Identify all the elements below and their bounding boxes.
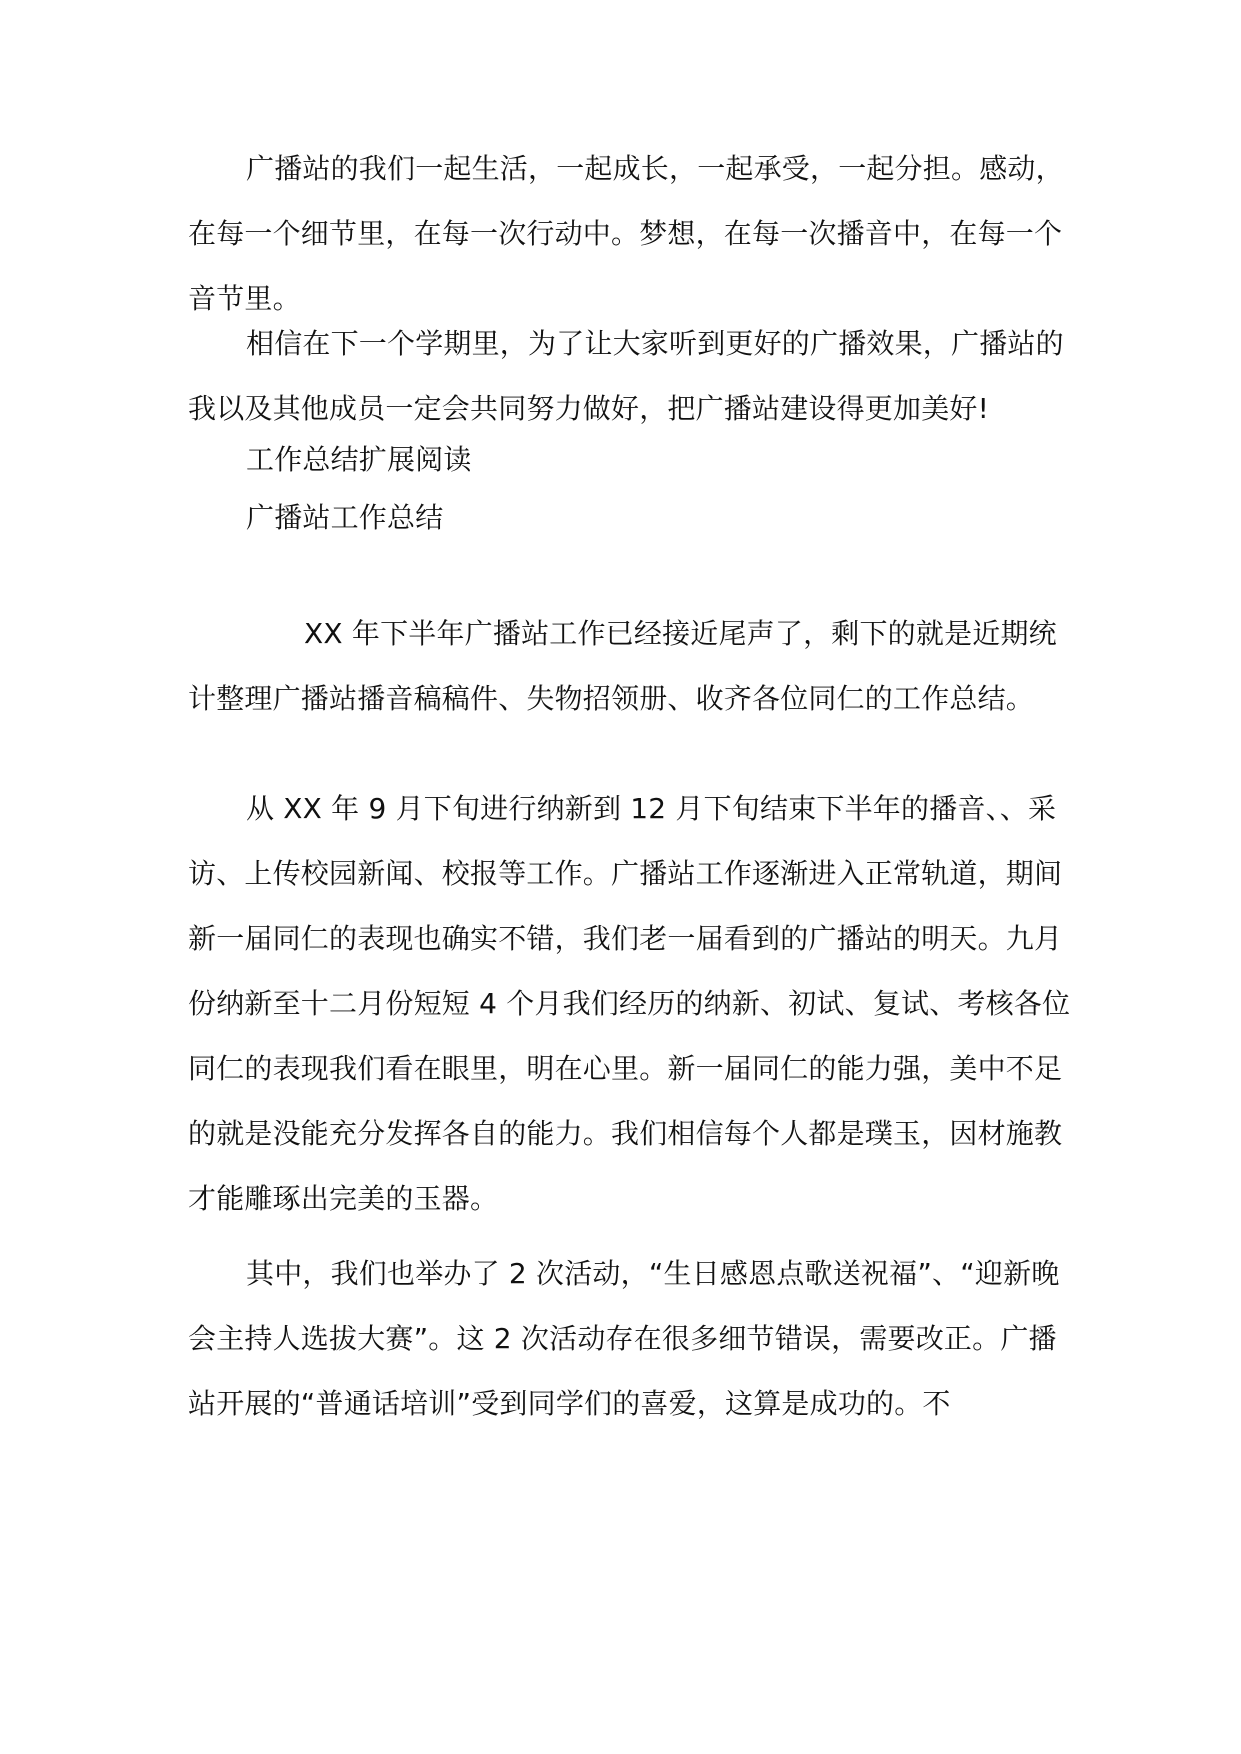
paragraph-summary-intro: XX 年下半年广播站工作已经接近尾声了，剩下的就是近期统计整理广播站播音稿稿件、失物招领册、收齐各位同仁的工作总结。 <box>188 617 1057 715</box>
paragraph-reflection: 广播站的我们一起生活，一起成长，一起承受，一起分担。感动，在每一个细节里，在每一次行动中。梦想，在每一次播音中，在每一个音节里。 <box>188 152 1064 315</box>
section-heading-extended-reading: 工作总结扩展阅读 <box>246 443 472 476</box>
paragraph-future-plan: 相信在下一个学期里，为了让大家听到更好的广播效果，广播站的我以及其他成员一定会共同努力做好，把广播站建设得更加美好! <box>188 327 1064 425</box>
paragraph-activities: 其中，我们也举办了 2 次活动，“生日感恩点歌送祝福”、“迎新晚会主持人选拔大赛”。这 2 次活动存在很多细节错误，需要改正。广播站开展的“普通话培训”受到同学们的喜爱，这算是成功的。不 <box>188 1257 1060 1420</box>
section-heading-work-summary: 广播站工作总结 <box>246 501 444 534</box>
paragraph-recruitment: 从 XX 年 9 月下旬进行纳新到 12 月下旬结束下半年的播音、、采访、上传校园新闻、校报等工作。广播站工作逐渐进入正常轨道，期间新一届同仁的表现也确实不错，我们老一届看到的广播站的明天。九月份纳新至十二月份短短 4 个月我们经历的纳新、初试、复试、考核各位同仁的表现我们看在眼里，明在心里。新一届同仁的能力强，美中不足的就是没能充分发挥各自的能力。我们相信每个人都是璞玉，因材施教才能雕琢出完美的玉器。 <box>188 792 1071 1215</box>
